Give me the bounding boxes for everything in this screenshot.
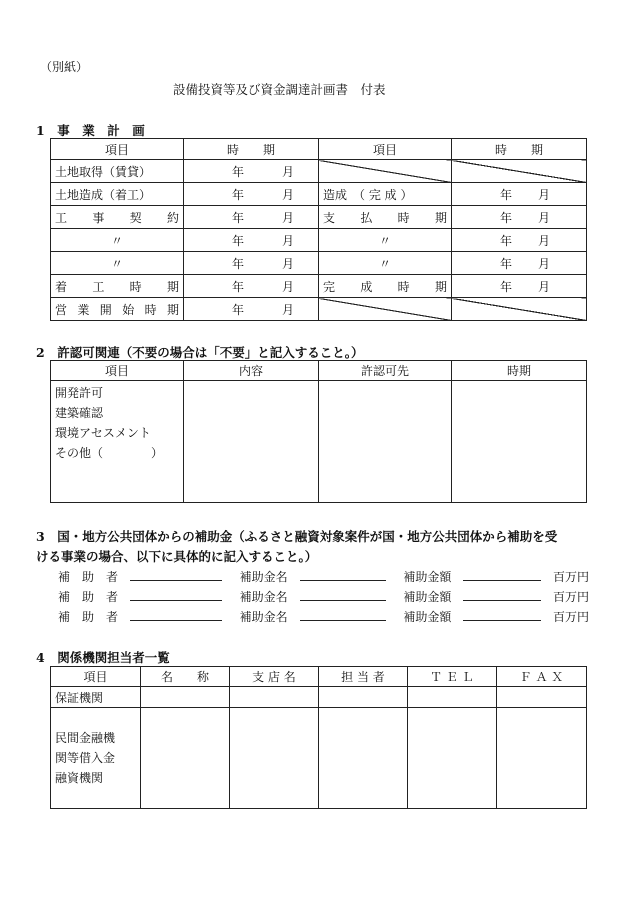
subsidy-amount-label: 補助金額 [403, 590, 452, 604]
subsidizer-label: 補 助 者 [58, 570, 119, 584]
plan-date: 年 月 [452, 183, 587, 206]
fax-cell [497, 708, 587, 809]
plan-date: 年 月 [184, 275, 319, 298]
subsidy-name-blank [300, 568, 386, 581]
lender-label-line: 民間金融機 [55, 731, 116, 745]
plan-date: 年 月 [184, 183, 319, 206]
plan-item: 支 払 時 期 [319, 206, 452, 229]
guarantor-label: 保証機関 [51, 687, 141, 708]
lender-label-line: 融資機関 [55, 771, 104, 785]
subsidy-amount-blank [463, 608, 541, 621]
authority-cell [319, 381, 452, 503]
blank-diagonal-cell [452, 160, 587, 183]
document-title: 設備投資等及び資金調達計画書 付表 [173, 82, 386, 97]
plan-date: 年 月 [184, 206, 319, 229]
table-header-row [51, 139, 587, 160]
header-time: 時 期 [184, 139, 319, 160]
plan-item: 造成 （ 完 成 ） [319, 183, 452, 206]
subsidizer-label: 補 助 者 [58, 590, 119, 604]
plan-date: 年 月 [452, 252, 587, 275]
fax-cell [497, 687, 587, 708]
ditto-mark: 〃 [51, 252, 184, 275]
header-item: 項目 [319, 139, 452, 160]
table-row [51, 381, 587, 503]
section2-heading: 2 許認可関連（不要の場合は「不要」と記入すること。） [36, 345, 364, 360]
header-content: 内容 [184, 361, 319, 381]
table-row [51, 160, 587, 183]
name-cell [141, 708, 230, 809]
subsidy-amount-blank [463, 588, 541, 601]
subsidy-name-label: 補助金名 [239, 610, 288, 624]
plan-item: 工 事 契 約 [51, 206, 184, 229]
subsidizer-blank [130, 568, 222, 581]
subsidy-amount-label: 補助金額 [403, 570, 452, 584]
table-header-row [51, 361, 587, 381]
permit-item: 環境アセスメント [55, 426, 151, 440]
section3-heading: 3 国・地方公共団体からの補助金（ふるさと融資対象案件が国・地方公共団体から補助を受 [36, 529, 558, 544]
permit-item: 開発許可 [55, 386, 104, 400]
table-header-row [51, 667, 587, 687]
person-cell [319, 687, 408, 708]
section4-heading: 4 関係機関担当者一覧 [36, 650, 170, 665]
lender-label-cell [51, 708, 141, 809]
name-cell [141, 687, 230, 708]
blank-diagonal-cell [319, 160, 452, 183]
attachment-note: （別紙） [40, 60, 89, 74]
plan-date: 年 月 [184, 298, 319, 321]
table-row [51, 183, 587, 206]
plan-item: 営 業 開 始 時 期 [51, 298, 184, 321]
header-time: 時期 [452, 361, 587, 381]
subsidy-row [58, 588, 589, 605]
table-row [51, 252, 587, 275]
subsidy-name-blank [300, 588, 386, 601]
subsidizer-blank [130, 588, 222, 601]
header-time: 時 期 [452, 139, 587, 160]
content-cell [184, 381, 319, 503]
unit-label: 百万円 [553, 590, 590, 604]
plan-date: 年 月 [184, 252, 319, 275]
subsidy-amount-blank [463, 568, 541, 581]
header-fax: Ｆ Ａ Ｘ [497, 667, 587, 687]
table-row [51, 275, 587, 298]
time-cell [452, 381, 587, 503]
subsidy-amount-label: 補助金額 [403, 610, 452, 624]
contacts-table [50, 666, 587, 809]
permits-table [50, 360, 587, 503]
plan-item: 土地造成（着工） [51, 183, 184, 206]
plan-date: 年 月 [184, 160, 319, 183]
tel-cell [408, 708, 497, 809]
header-item: 項目 [51, 361, 184, 381]
unit-label: 百万円 [553, 610, 590, 624]
blank-diagonal-cell [452, 298, 587, 321]
ditto-mark: 〃 [51, 229, 184, 252]
plan-item: 着 工 時 期 [51, 275, 184, 298]
plan-date: 年 月 [452, 229, 587, 252]
table-row [51, 229, 587, 252]
ditto-mark: 〃 [319, 252, 452, 275]
permit-item: 建築確認 [55, 406, 104, 420]
subsidizer-blank [130, 608, 222, 621]
tel-cell [408, 687, 497, 708]
plan-item: 完 成 時 期 [319, 275, 452, 298]
header-branch: 支 店 名 [230, 667, 319, 687]
subsidy-row [58, 608, 589, 625]
permit-items-cell [51, 381, 184, 503]
header-name: 名 称 [141, 667, 230, 687]
plan-item: 土地取得（賃貸） [51, 160, 184, 183]
branch-cell [230, 687, 319, 708]
ditto-mark: 〃 [319, 229, 452, 252]
header-item: 項目 [51, 139, 184, 160]
table-row [51, 298, 587, 321]
branch-cell [230, 708, 319, 809]
unit-label: 百万円 [553, 570, 590, 584]
blank-diagonal-cell [319, 298, 452, 321]
subsidizer-label: 補 助 者 [58, 610, 119, 624]
permit-item: その他（ ） [55, 446, 164, 460]
header-authority: 許認可先 [319, 361, 452, 381]
header-item: 項目 [51, 667, 141, 687]
lender-label-line: 関等借入金 [55, 751, 116, 765]
plan-date: 年 月 [452, 275, 587, 298]
business-plan-table [50, 138, 587, 321]
table-row [51, 206, 587, 229]
plan-date: 年 月 [184, 229, 319, 252]
subsidy-row [58, 568, 589, 585]
header-person: 担 当 者 [319, 667, 408, 687]
plan-date: 年 月 [452, 206, 587, 229]
section3-heading-cont: ける事業の場合、以下に具体的に記入すること。） [36, 549, 318, 564]
table-row [51, 708, 587, 809]
table-row [51, 687, 587, 708]
subsidy-name-blank [300, 608, 386, 621]
header-tel: Ｔ Ｅ Ｌ [408, 667, 497, 687]
section1-heading: 1 事 業 計 画 [36, 123, 145, 138]
subsidy-name-label: 補助金名 [239, 590, 288, 604]
subsidy-name-label: 補助金名 [239, 570, 288, 584]
person-cell [319, 708, 408, 809]
